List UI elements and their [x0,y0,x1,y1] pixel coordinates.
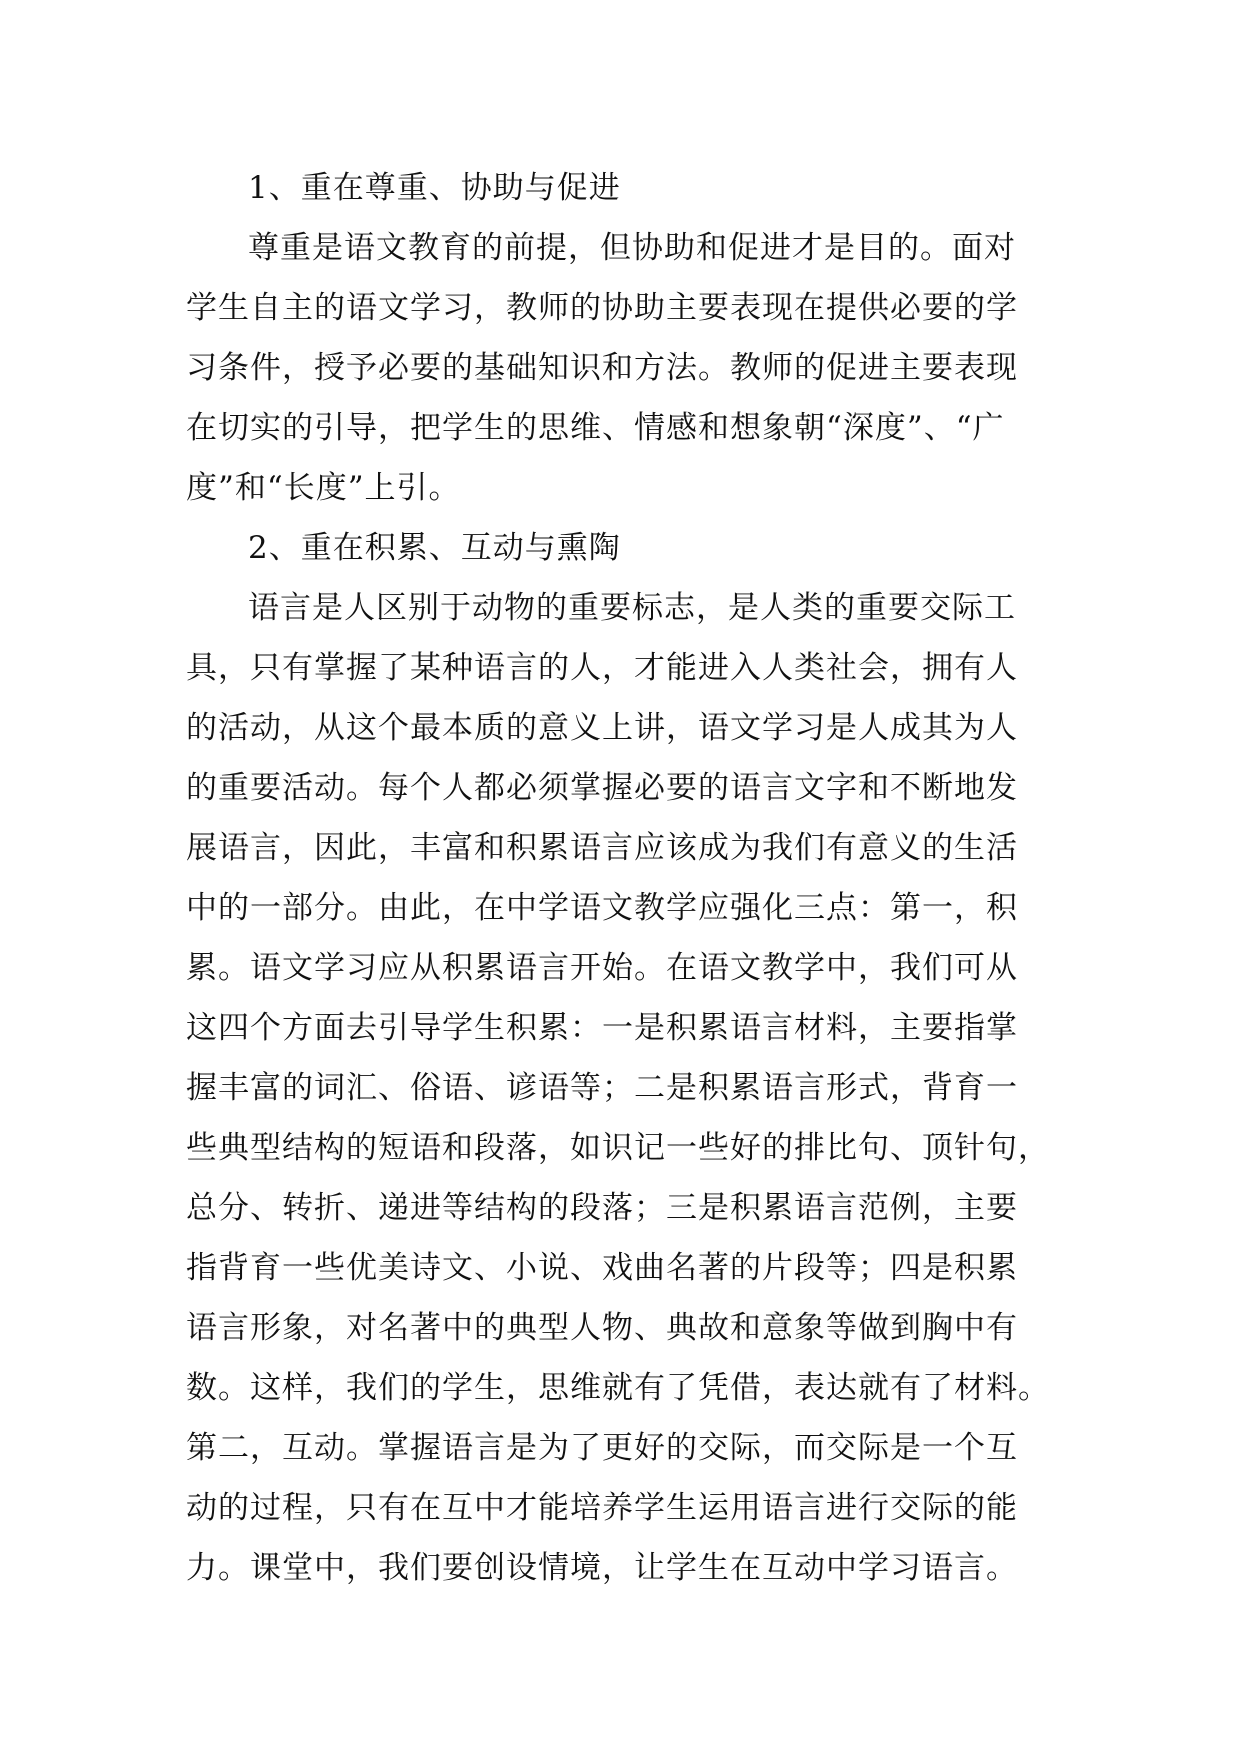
paragraph-line: 中的一部分。由此，在中学语文教学应强化三点：第一，积 [186,890,1018,926]
section-heading-1: 1、重在尊重、协助与促进 [248,170,621,206]
paragraph-line: 在切实的引导，把学生的思维、情感和想象朝“深度”、“广 [186,410,1005,446]
paragraph-line: 指背育一些优美诗文、小说、戏曲名著的片段等；四是积累 [186,1250,1018,1286]
paragraph-line: 动的过程，只有在互中才能培养学生运用语言进行交际的能 [186,1490,1018,1526]
section-heading-2: 2、重在积累、互动与熏陶 [248,530,621,566]
paragraph-line: 语言形象，对名著中的典型人物、典故和意象等做到胸中有 [186,1310,1018,1346]
paragraph-line: 总分、转折、递进等结构的段落；三是积累语言范例，主要 [186,1190,1018,1226]
paragraph-line: 度”和“长度”上引。 [186,470,461,506]
paragraph-line: 握丰富的词汇、俗语、谚语等；二是积累语言形式，背育一 [186,1070,1018,1106]
paragraph-line: 第二，互动。掌握语言是为了更好的交际，而交际是一个互 [186,1430,1018,1466]
paragraph-line: 展语言，因此，丰富和积累语言应该成为我们有意义的生活 [186,830,1018,866]
paragraph-line: 这四个方面去引导学生积累：一是积累语言材料，主要指掌 [186,1010,1018,1046]
paragraph-line: 的重要活动。每个人都必须掌握必要的语言文字和不断地发 [186,770,1018,806]
paragraph-line: 具，只有掌握了某种语言的人，才能进入人类社会，拥有人 [186,650,1018,686]
paragraph-line: 累。语文学习应从积累语言开始。在语文教学中，我们可从 [186,950,1018,986]
paragraph-line: 习条件，授予必要的基础知识和方法。教师的促进主要表现 [186,350,1018,386]
paragraph-line: 语言是人区别于动物的重要标志，是人类的重要交际工 [248,590,1016,626]
document-body [186,158,1056,1598]
paragraph-line: 尊重是语文教育的前提，但协助和促进才是目的。面对 [248,230,1016,266]
paragraph-line: 些典型结构的短语和段落，如识记一些好的排比句、顶针句， [186,1130,1050,1166]
paragraph-line: 数。这样，我们的学生，思维就有了凭借，表达就有了材料。 [186,1370,1050,1406]
paragraph-line: 学生自主的语文学习，教师的协助主要表现在提供必要的学 [186,290,1018,326]
paragraph-line: 的活动，从这个最本质的意义上讲，语文学习是人成其为人 [186,710,1018,746]
paragraph-line: 力。课堂中，我们要创设情境，让学生在互动中学习语言。 [186,1550,1018,1586]
